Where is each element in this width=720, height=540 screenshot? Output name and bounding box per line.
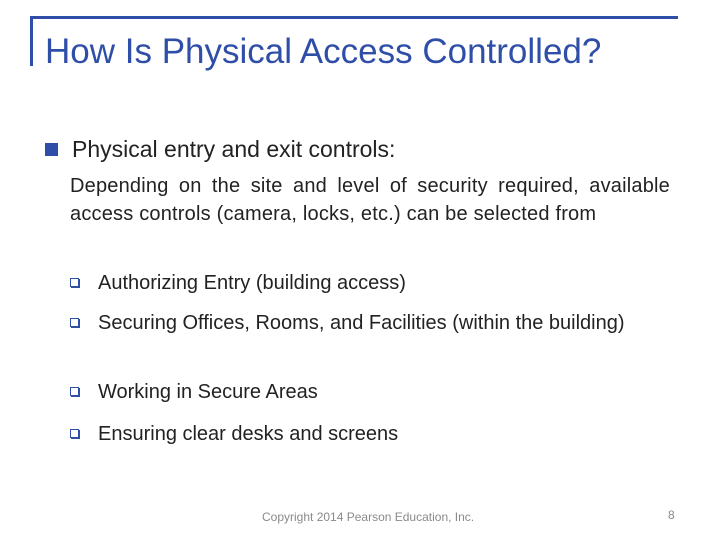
page-number: 8 [668,508,675,522]
sub-item-text: Ensuring clear desks and screens [98,423,399,445]
main-bullet-text: Physical entry and exit controls: [72,136,396,162]
sub-item [70,269,670,297]
sub-item [70,420,670,448]
checkbox-bullet-icon [70,387,79,396]
title-top-rule [30,16,678,19]
checkbox-bullet-icon [70,278,79,287]
checkbox-bullet-icon [70,318,79,327]
copyright-footer: Copyright 2014 Pearson Education, Inc. [262,510,475,524]
sub-item [70,309,670,337]
sub-item [70,378,670,406]
square-bullet-icon [45,143,58,156]
checkbox-bullet-icon [70,429,79,438]
slide-title: How Is Physical Access Controlled? [45,32,602,71]
sub-item-text: Working in Secure Areas [98,381,318,403]
description-text: Depending on the site and level of security required, available access controls (camera, locks, etc.) can be selected from [70,175,670,225]
title-left-rule [30,16,33,66]
sub-item-text: Authorizing Entry (building access) [98,272,406,294]
sub-item-text: Securing Offices, Rooms, and Facilities (within the building) [98,312,625,334]
